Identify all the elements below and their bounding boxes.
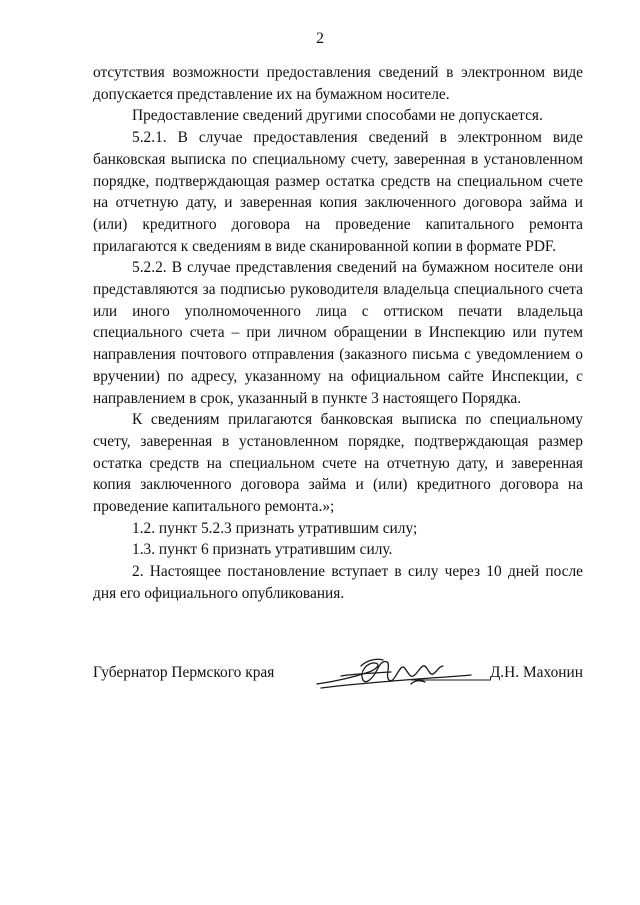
page-number: 2 <box>316 30 324 47</box>
signature-block <box>93 660 583 700</box>
paragraph-continuation: отсутствия возможности предоставления сведений в электронном виде допускается представление их на бумажном носителе. <box>93 64 583 103</box>
paragraph-no-other-methods: Предоставление сведений другими способами не допускается. <box>132 107 543 125</box>
document-body <box>93 62 583 605</box>
paragraph-5-2-1: 5.2.1. В случае предоставления сведений в электронном виде банковская выписка по специальному счету, заверенная в установленном порядке, подтверждающая размер остатка средств на специальном счете на отчетную дату, и заверенная копия заключенного договора займа и (или) кредитного договора на проведение капитального ремонта прилагаются к сведениям в виде сканированной копии в формате PDF. <box>93 129 583 255</box>
paragraph-2-effective-date: 2. Настоящее постановление вступает в силу через 10 дней после дня его официального опубликования. <box>93 563 583 602</box>
paragraph-5-2-2: 5.2.2. В случае представления сведений на бумажном носителе они представляются за подписью руководителя владельца специального счета или иного уполномоченного лица с оттиском печати владельца специального счета – при личном обращении в Инспекцию или путем направления почтового отправления (заказного письма с уведомлением о вручении) по адресу, указанному на официальном сайте Инспекции, с направлением в срок, указанный в пункте 3 настоящего Порядка. <box>93 259 583 407</box>
signer-title: Губернатор Пермского края <box>93 664 275 681</box>
paragraph-1-3: 1.3. пункт 6 признать утратившим силу. <box>132 541 393 559</box>
paragraph-attachments: К сведениям прилагаются банковская выписка по специальному счету, заверенная в установленном порядке, подтверждающая размер остатка средств на специальном счете на отчетную дату, и заверенная копия заключенного договора займа и (или) кредитного договора на проведение капитального ремонта.»; <box>93 411 583 516</box>
handwritten-signature <box>311 654 491 694</box>
signer-name: Д.Н. Махонин <box>489 664 583 681</box>
paragraph-1-2: 1.2. пункт 5.2.3 признать утратившим силу; <box>132 519 418 537</box>
